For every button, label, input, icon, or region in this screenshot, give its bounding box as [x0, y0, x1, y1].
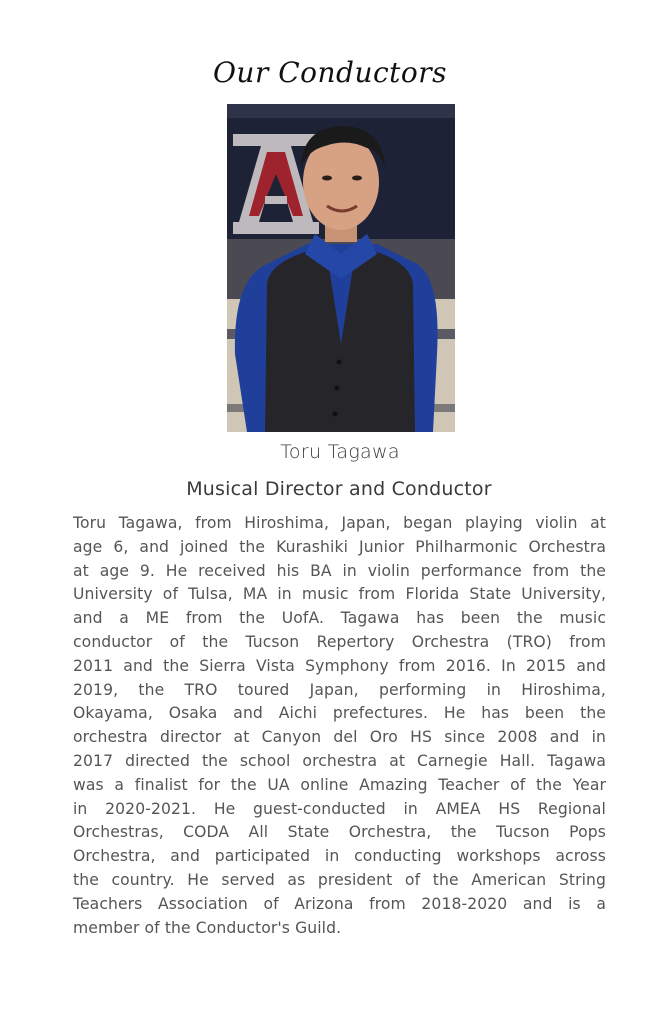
- conductor-portrait-image: [227, 104, 455, 432]
- bio-line: University of Tulsa, MA in music from Florida State University,: [73, 585, 606, 604]
- bio-line: 2019, the TRO toured Japan, performing in Hiroshima,: [73, 680, 606, 699]
- bio-line: Orchestras, CODA All State Orchestra, the Tucson Pops: [73, 823, 606, 842]
- bio-line: Orchestra, and participated in conducting workshops across: [73, 847, 606, 866]
- bio-line: orchestra director at Canyon del Oro HS since 2008 and in: [73, 728, 606, 747]
- page-title: Our Conductors: [212, 56, 448, 89]
- bio-line: Teachers Association of Arizona from 2018-2020 and is a: [73, 894, 606, 913]
- bio-line: conductor of the Tucson Repertory Orchestra (TRO) from: [73, 632, 606, 651]
- bio-line: Okayama, Osaka and Aichi prefectures. He has been the: [73, 704, 606, 723]
- bio-line: the country. He served as president of the American String: [73, 870, 606, 889]
- conductor-photo: [227, 104, 455, 432]
- bio-line: at age 9. He received his BA in violin performance from the: [73, 561, 606, 580]
- bio-line: Toru Tagawa, from Hiroshima, Japan, began playing violin at: [73, 514, 606, 532]
- conductor-bio: [73, 512, 606, 940]
- bio-line: 2017 directed the school orchestra at Carnegie Hall. Tagawa: [73, 751, 606, 770]
- conductor-name: Toru Tagawa: [280, 441, 400, 463]
- backdrop-top-band: [227, 104, 455, 118]
- bio-line: in 2020-2021. He guest-conducted in AMEA HS Regional: [73, 799, 606, 818]
- bio-line: 2011 and the Sierra Vista Symphony from 2016. In 2015 and: [73, 656, 606, 675]
- bio-line: was a finalist for the UA online Amazing Teacher of the Year: [73, 775, 606, 794]
- bio-line: member of the Conductor's Guild.: [73, 918, 342, 937]
- bio-line: age 6, and joined the Kurashiki Junior Philharmonic Orchestra: [73, 537, 606, 556]
- bio-line: and a ME from the UofA. Tagawa has been the music: [73, 609, 606, 628]
- conductor-role: Musical Director and Conductor: [186, 478, 492, 500]
